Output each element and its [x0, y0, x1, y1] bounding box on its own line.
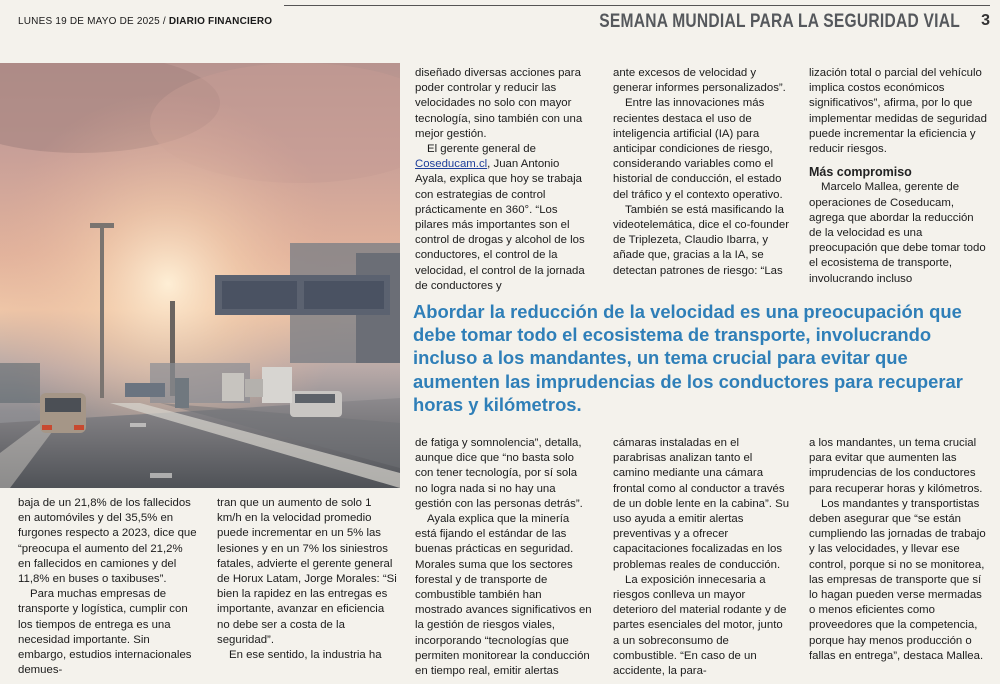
- col2b-paragraph-2: En ese sentido, la industria ha: [229, 649, 382, 662]
- top-rule: [284, 5, 990, 6]
- col4b-paragraph-2: Los mandantes y transportistas deben asegurar que “se están cumpliendo las jornadas de trabajo y las velocidades, y llevar ese control, porque si no se monitorea, las empresas de transporte que sí lo hagan pueden verse mermadas o menos eficientes como proveedores que la competencia, porque hay menos producción o fallas en entrega”, destaca Mallea.: [809, 497, 986, 662]
- col3a-paragraph-2: Ayala explica que la minería está fijando el estándar de las buenas prácticas en seguridad. Morales suma que los sectores forestal y de transporte de combustible también han mostrado avances significativos en la gestión de riesgos viales, incorporando “tecnologías que permiten monitorear la conducción en tiempo real, emitir alertas: [415, 513, 592, 678]
- article-column-4-bottom: [613, 436, 790, 679]
- col4-paragraph-2: Marcelo Mallea, gerente de operaciones de Coseducam, agrega que abordar la reducción de la velocidad es una preocupación que debe tomar todo el ecosistema de transporte, involucrando incluso: [809, 181, 986, 285]
- col2b-paragraph-1: tran que un aumento de solo 1 km/h en la velocidad promedio puede incrementar en un 5% las lesiones y en un 7% los siniestros fatales, advierte el gerente general de Horux Latam, Jorge Morales: “Si bien la rapidez en las entregas es importante, avanzar en eficiencia no debe ser a costa de la seguridad”.: [217, 497, 397, 646]
- coseducam-link[interactable]: Coseducam.cl: [415, 158, 488, 171]
- highway-photo: [0, 63, 400, 488]
- article-column-3-top: [613, 66, 790, 279]
- col3-paragraph-2: Entre las innovaciones más recientes destaca el uso de inteligencia artificial (IA) para anticipar condiciones de riesgo, considerando variables como el historial de conducción, el estado del tráfico y el contexto operativo.: [613, 97, 783, 201]
- header-dateline: [18, 16, 272, 27]
- article-column-4-top: [809, 66, 989, 287]
- section-title: SEMANA MUNDIAL PARA LA SEGURIDAD VIAL: [599, 11, 960, 32]
- col2-paragraph-2-body: , Juan Antonio Ayala, explica que hoy se trabaja con estrategias de control prácticamente en 360°. “Los pilares más importantes son el control de drogas y alcohol de los conductores, el control de la velocidad, el control de la jornada de conductores y: [415, 158, 585, 292]
- article-column-2-top: [415, 66, 590, 294]
- col3a-paragraph-1: de fatiga y somnolencia”, detalla, aunque dice que “no basta solo con tener tecnología, por sí sola no logra nada si no hay una gestión con las personas detrás”.: [415, 437, 583, 510]
- article-column-2-bottom: [217, 496, 397, 663]
- col3b-paragraph-2: La exposición innecesaria a riesgos conlleva un mayor deterioro del material rodante y de partes esenciales del motor, junto a un sobreconsumo de combustible. “En caso de un accidente, la para-: [613, 573, 787, 678]
- header-publication: DIARIO FINANCIERO: [168, 16, 273, 27]
- page-number: 3: [981, 12, 990, 29]
- article-column-5-bottom: [809, 436, 989, 664]
- col1b-paragraph-1: baja de un 21,8% de los fallecidos en automóviles y del 35,5% en furgones respecto a 2023, dice que “preocupa el aumento del 21,2% en fallecidos en camiones y del 11,8% en buses o taxibuses”.: [18, 497, 197, 586]
- pull-quote: Abordar la reducción de la velocidad es una preocupación que debe tomar todo el ecosistema de transporte, involucrando incluso a los mandantes, un tema crucial para evitar que aumenten las imprudencias de los conductores para recuperar horas y kilómetros.: [413, 301, 963, 415]
- article-column-1-bottom: [18, 496, 198, 678]
- article-column-3-bottom: [415, 436, 592, 679]
- col3b-paragraph-1: cámaras instaladas en el parabrisas analizan tanto el camino mediante una cámara frontal como al conductor a través de un doble lente en la cabina”. Su uso ayuda a emitir alertas preventivas y a ofrecer capacitaciones focalizadas en los problemas reales de conducción.: [613, 437, 790, 571]
- col4b-paragraph-1: a los mandantes, un tema crucial para evitar que aumenten las imprudencias de los conductores para recuperar horas y kilómetros.: [809, 437, 983, 495]
- col2-paragraph-1: diseñado diversas acciones para poder controlar y reducir las velocidades no solo con mayor tecnología, sino también con una mejor gestión.: [415, 67, 583, 140]
- col2-paragraph-2: [415, 142, 590, 294]
- col4-paragraph-1: lización total o parcial del vehículo implica costos económicos significativos”, afirma, por lo que implementar medidas de seguridad puede incrementar la eficiencia y reducir riesgos.: [809, 67, 987, 156]
- col3-paragraph-1: ante excesos de velocidad y generar informes personalizados”.: [613, 67, 786, 95]
- col2-paragraph-2-lead: El gerente general de: [427, 143, 536, 156]
- subheading-mas-compromiso: Más compromiso: [809, 165, 912, 180]
- col1b-paragraph-2: Para muchas empresas de transporte y logística, cumplir con los tiempos de entrega es una necesidad importante. Sin embargo, estudios internacionales demues-: [18, 588, 192, 677]
- header-date: LUNES 19 DE MAYO DE 2025 /: [18, 16, 166, 27]
- highway-photo-illustration: [0, 63, 400, 488]
- col3-paragraph-3: También se está masificando la videotelemática, dice el co-founder de Triplezeta, Claudio Ibarra, y añade que, gracias a la IA, se detectan patrones de riesgo: “Las: [613, 203, 790, 277]
